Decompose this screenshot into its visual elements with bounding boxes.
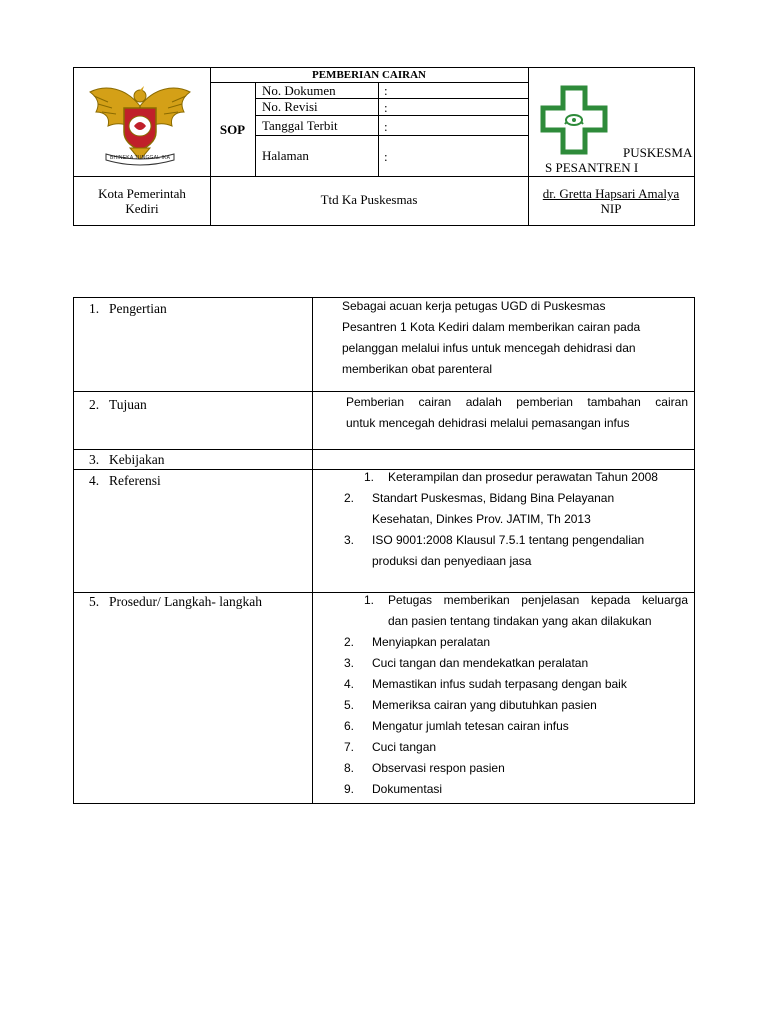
pengertian-text: Sebagai acuan kerja petugas UGD di Puskesmas Pesantren 1 Kota Kediri dalam memberikan cairan pada pelanggan melalui infus untuk mencegah dehidrasi dan memberikan obat parenteral [342,299,641,376]
sop-content-table: 1. Pengertian Sebagai acuan kerja petugas UGD di Puskesmas Pesantren 1 Kota Kediri dalam memberikan cairan pada pelanggan melalui infus untuk mencegah dehidrasi dan memberikan obat parenteral 2. Tujuan Pemberian cairan adalah pemberian tambahan cairan untuk mencegah dehidrasi melalui pemasangan infus 3. Kebijakan 4. Referensi 1. Keterampilan dan prosedur perawatan Tahun 2008 2. Standart Puskesmas, Bidang Bina Pelayanan Kesehatan, Dinkes Prov. JATIM, Th 2013 3. ISO 9001:2008 Klausul 7.5.1 tentang pengendalian produksi dan penyediaan jasa 5. Prosedur/ Langkah- langkah 1. Petugas memberikan penjelasan kepada keluarga dan pasien tentang tindakan yang akan dilakukan 2. Menyiapkan peralatan 3. Cuci tangan dan mendekatkan peralatan 4. Memastikan infus sudah terpasang dengan baik 5. Memeriksa cairan yang dibutuhkan pasien 6. Mengatur jumlah tetesan cairan infus 7. Cuci tangan 8. Observasi respon pasien 9. Dokumentasi [73,297,695,804]
nip-label: NIP [600,201,622,216]
tujuan-text: Pemberian cairan adalah pemberian tambahan cairan untuk mencegah dehidrasi melalui pemasangan infus [346,395,688,430]
puskesmas-name-line1: PUSKESMA [623,145,693,160]
garuda-motto: BHINEKA TUNGGAL IKA [110,155,171,161]
doctor-name: dr. Gretta Hapsari Amalya [542,186,680,201]
org-name-line1: Kota Pemerintah [98,186,186,201]
meta-value-no-revisi: : [384,100,388,115]
meta-label-tanggal-terbit: Tanggal Terbit [262,118,338,133]
document-title: PEMBERIAN CAIRAN [312,69,426,81]
meta-value-tanggal-terbit: : [384,119,388,134]
signature-label: Ttd Ka Puskesmas [320,192,418,207]
section-label-pengertian: 1. Pengertian [89,301,167,316]
section-label-kebijakan: 3. Kebijakan [89,452,165,467]
meta-value-halaman: : [384,149,388,164]
puskesmas-logo [539,84,609,156]
garuda-emblem-logo [86,78,194,168]
meta-label-halaman: Halaman [262,148,309,163]
org-name-line2: Kediri [125,201,159,216]
sop-header-table [73,67,695,226]
meta-value-no-dokumen: : [384,83,388,98]
section-label-tujuan: 2. Tujuan [89,397,147,412]
meta-label-no-dokumen: No. Dokumen [262,83,336,98]
sop-label: SOP [219,122,246,137]
section-label-referensi: 4. Referensi [89,473,161,488]
section-label-prosedur: 5. Prosedur/ Langkah- langkah [89,594,262,609]
meta-label-no-revisi: No. Revisi [262,99,318,114]
puskesmas-name-line2: S PESANTREN I [545,160,639,175]
